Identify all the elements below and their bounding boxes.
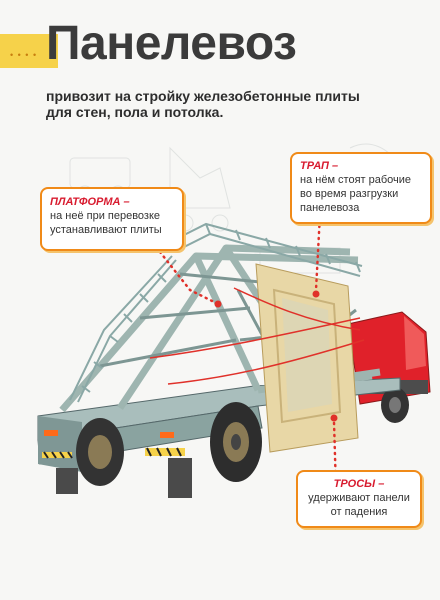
dots-decoration: • • • • <box>10 50 38 60</box>
callout-trap-text: на нём стоят рабочие во время разгрузки панелевоза <box>300 174 412 214</box>
callout-trap-heading: ТРАП – <box>300 160 339 172</box>
page-subtitle: привозит на стройку железобетонные плиты для стен, пола и потолка. <box>46 88 360 120</box>
page-title: Панелевоз <box>46 17 297 70</box>
truck-cab <box>348 312 430 423</box>
concrete-panel <box>256 264 358 452</box>
callout-ropes-heading: ТРОСЫ – <box>333 478 385 490</box>
callout-platform-heading: ПЛАТФОРМА – <box>50 196 130 208</box>
callout-platform-text: на неё при перевозке устанавливают плиты <box>50 210 162 236</box>
callout-trap <box>290 152 432 224</box>
callout-ropes-text: удерживают панели от падения <box>308 492 410 518</box>
callout-ropes <box>296 470 422 528</box>
callout-platform <box>40 187 184 251</box>
